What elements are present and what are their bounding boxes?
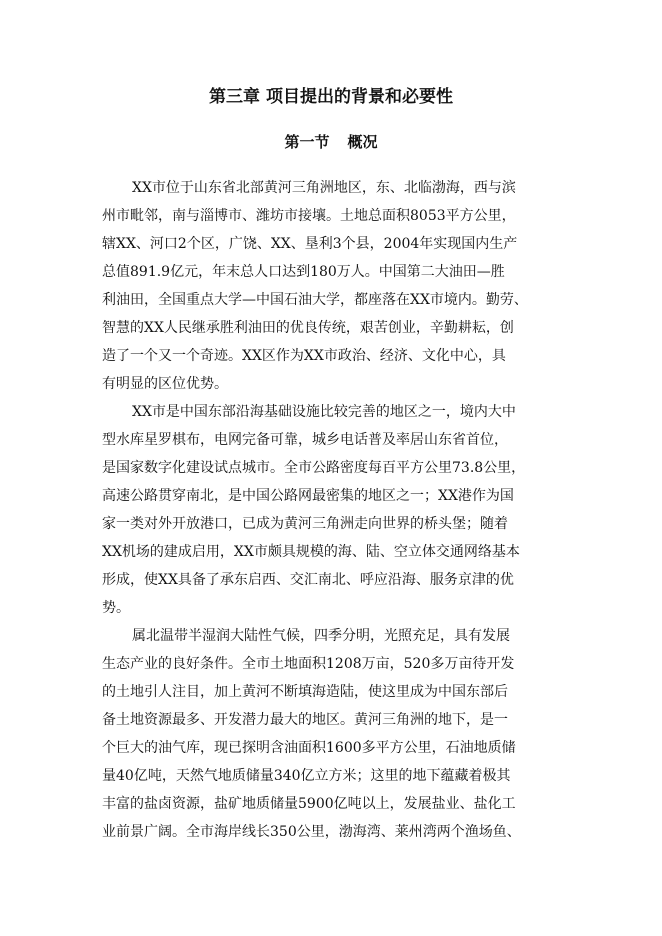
paragraph-line: 总值891.9亿元，年末总人口达到180万人。中国第二大油田—胜 <box>102 264 505 280</box>
paragraph-line: 备土地资源最多、开发潜力最大的地区。黄河三角洲的地下，是一 <box>102 712 508 728</box>
paragraph-line: 州市毗邻，南与淄博市、潍坊市接壤。土地总面积8053平方公里， <box>102 208 516 224</box>
paragraph-line: XX市是中国东部沿海基础设施比较完善的地区之一，境内大中 <box>132 404 516 420</box>
paragraph-line: 高速公路贯穿南北，是中国公路网最密集的地区之一；XX港作为国 <box>102 488 514 504</box>
paragraph-line: 是国家数字化建设试点城市。全市公路密度每百平方公里73.8公里， <box>102 460 526 476</box>
chapter-title: 第三章 项目提出的背景和必要性 <box>209 87 453 107</box>
paragraph-line: 属北温带半湿润大陆性气候，四季分明，光照充足，具有发展 <box>132 628 510 644</box>
paragraph-line: 量40亿吨，天然气地质储量340亿立方米；这里的地下蕴藏着极其 <box>102 768 511 784</box>
paragraph-line: XX市位于山东省北部黄河三角洲地区，东、北临渤海，西与滨 <box>132 180 516 196</box>
paragraph-line: 业前景广阔。全市海岸线长350公里，渤海湾、莱州湾两个渔场鱼、 <box>102 824 521 840</box>
paragraph-line: 利油田，全国重点大学—中国石油大学，都座落在XX市境内。勤劳、 <box>102 292 528 308</box>
paragraph-line: 辖XX、河口2个区，广饶、XX、垦利3个县，2004年实现国内生产 <box>102 236 518 252</box>
paragraph-line: 有明显的区位优势。 <box>102 376 228 392</box>
paragraph-line: 的土地引人注目，加上黄河不断填海造陆，使这里成为中国东部后 <box>102 684 508 700</box>
paragraph-line: 智慧的XX人民继承胜利油田的优良传统，艰苦创业，辛勤耕耘，创 <box>102 320 514 336</box>
paragraph-line: 造了一个又一个奇迹。XX区作为XX市政治、经济、文化中心，具 <box>102 348 506 364</box>
paragraph-line: 生态产业的良好条件。全市土地面积1208万亩，520多万亩待开发 <box>102 656 515 672</box>
paragraph-line: 型水库星罗棋布，电网完备可靠，城乡电话普及率居山东省首位， <box>102 432 508 448</box>
paragraph-line: 形成，使XX具备了承东启西、交汇南北、呼应沿海、服务京津的优 <box>102 572 514 588</box>
section-title <box>0 132 662 152</box>
paragraph-line: XX机场的建成启用，XX市颇具规模的海、陆、空立体交通网络基本 <box>102 544 520 560</box>
paragraph-line: 个巨大的油气库，现已探明含油面积1600多平方公里，石油地质储 <box>102 740 516 756</box>
section-label: 第一节 <box>284 133 330 151</box>
section-name: 概况 <box>347 133 378 151</box>
paragraph-line: 势。 <box>102 600 130 616</box>
paragraph-line: 丰富的盐卤资源，盐矿地质储量5900亿吨以上，发展盐业、盐化工 <box>102 796 516 812</box>
paragraph-line: 家一类对外开放港口，已成为黄河三角洲走向世界的桥头堡；随着 <box>102 516 508 532</box>
